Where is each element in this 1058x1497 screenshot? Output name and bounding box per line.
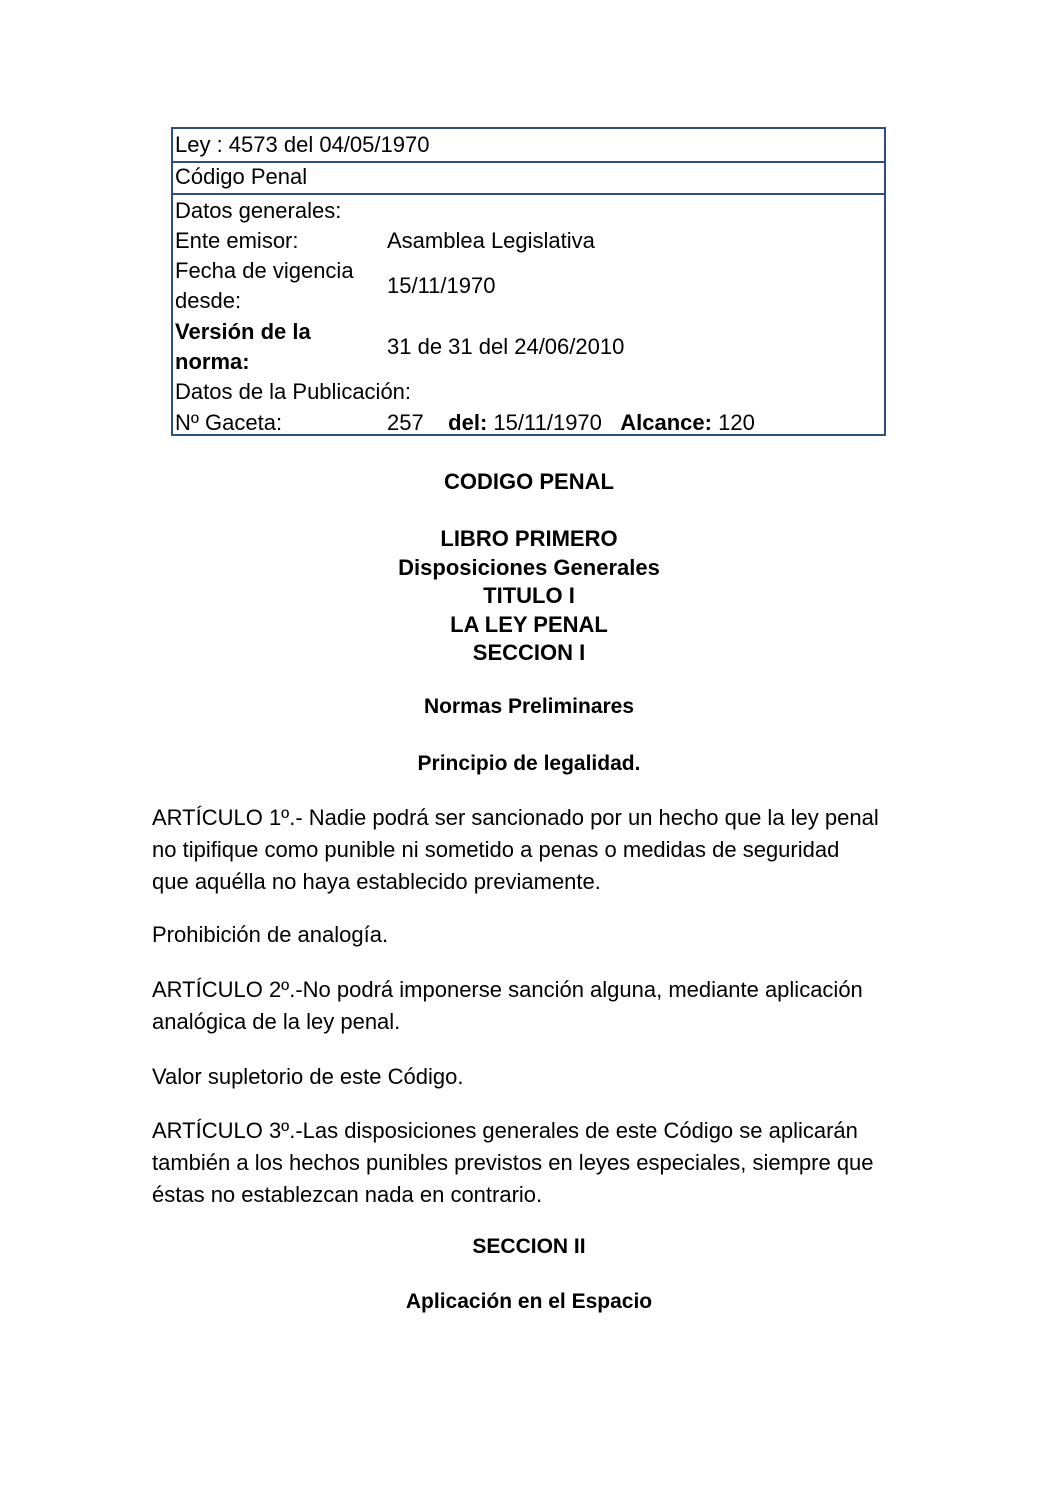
article-1 <box>152 802 912 898</box>
article-3-line-2: también a los hechos punibles previstos en leyes especiales, siempre que <box>152 1150 874 1175</box>
section-2-heading: SECCION II <box>472 1235 586 1258</box>
title-heading: TITULO I <box>483 583 575 608</box>
section-1-heading: SECCION I <box>472 640 586 665</box>
effective-date-label-2: desde: <box>175 288 242 313</box>
document-title: CODIGO PENAL <box>444 469 614 494</box>
book-heading: LIBRO PRIMERO <box>440 526 618 551</box>
gazette-del-label: del: <box>448 410 488 435</box>
penal-law-heading: LA LEY PENAL <box>450 612 608 637</box>
general-provisions-heading: Disposiciones Generales <box>398 555 660 580</box>
effective-date-value: 15/11/1970 <box>387 273 496 298</box>
issuer-label: Ente emisor: <box>175 228 299 253</box>
supplementary-value-heading: Valor supletorio de este Código. <box>152 1064 464 1089</box>
law-number-row <box>173 129 884 163</box>
preliminary-norms-heading: Normas Preliminares <box>423 695 635 718</box>
gazette-details <box>387 408 755 438</box>
version-label-1: Versión de la <box>175 319 311 344</box>
gazette-label: Nº Gaceta: <box>175 410 283 435</box>
space-application-heading: Aplicación en el Espacio <box>405 1290 653 1313</box>
general-data-label: Datos generales: <box>175 198 342 223</box>
law-name-row <box>173 161 884 195</box>
gazette-date: 15/11/1970 <box>493 410 602 435</box>
law-name: Código Penal <box>175 164 308 189</box>
article-3-line-3: éstas no establezcan nada en contrario. <box>152 1182 543 1207</box>
legality-principle-heading: Principio de legalidad. <box>417 752 641 775</box>
effective-date-label-1: Fecha de vigencia <box>175 258 354 283</box>
version-value: 31 de 31 del 24/06/2010 <box>387 334 625 359</box>
law-info-box <box>171 127 886 436</box>
law-number: Ley : 4573 del 04/05/1970 <box>175 132 430 157</box>
article-3-line-1: ARTÍCULO 3º.-Las disposiciones generales de este Código se aplicarán <box>152 1118 858 1143</box>
article-2-line-1: ARTÍCULO 2º.-No podrá imponerse sanción alguna, mediante aplicación <box>152 977 863 1002</box>
article-1-line-2: no tipifique como punible ni sometido a penas o medidas de seguridad <box>152 837 840 862</box>
article-2-line-2: analógica de la ley penal. <box>152 1009 401 1034</box>
alcance-value: 120 <box>718 410 755 435</box>
publication-label: Datos de la Publicación: <box>175 379 412 404</box>
article-3 <box>152 1115 912 1211</box>
article-1-line-1: ARTÍCULO 1º.- Nadie podrá ser sancionado por un hecho que la ley penal <box>152 805 879 830</box>
analogy-prohibition-heading: Prohibición de analogía. <box>152 922 389 947</box>
article-2 <box>152 974 912 1038</box>
issuer-value: Asamblea Legislativa <box>387 228 595 253</box>
article-1-line-3: que aquélla no haya establecido previamente. <box>152 869 601 894</box>
alcance-label: Alcance: <box>620 410 712 435</box>
version-label-2: norma: <box>175 349 250 374</box>
gazette-number: 257 <box>387 410 424 435</box>
